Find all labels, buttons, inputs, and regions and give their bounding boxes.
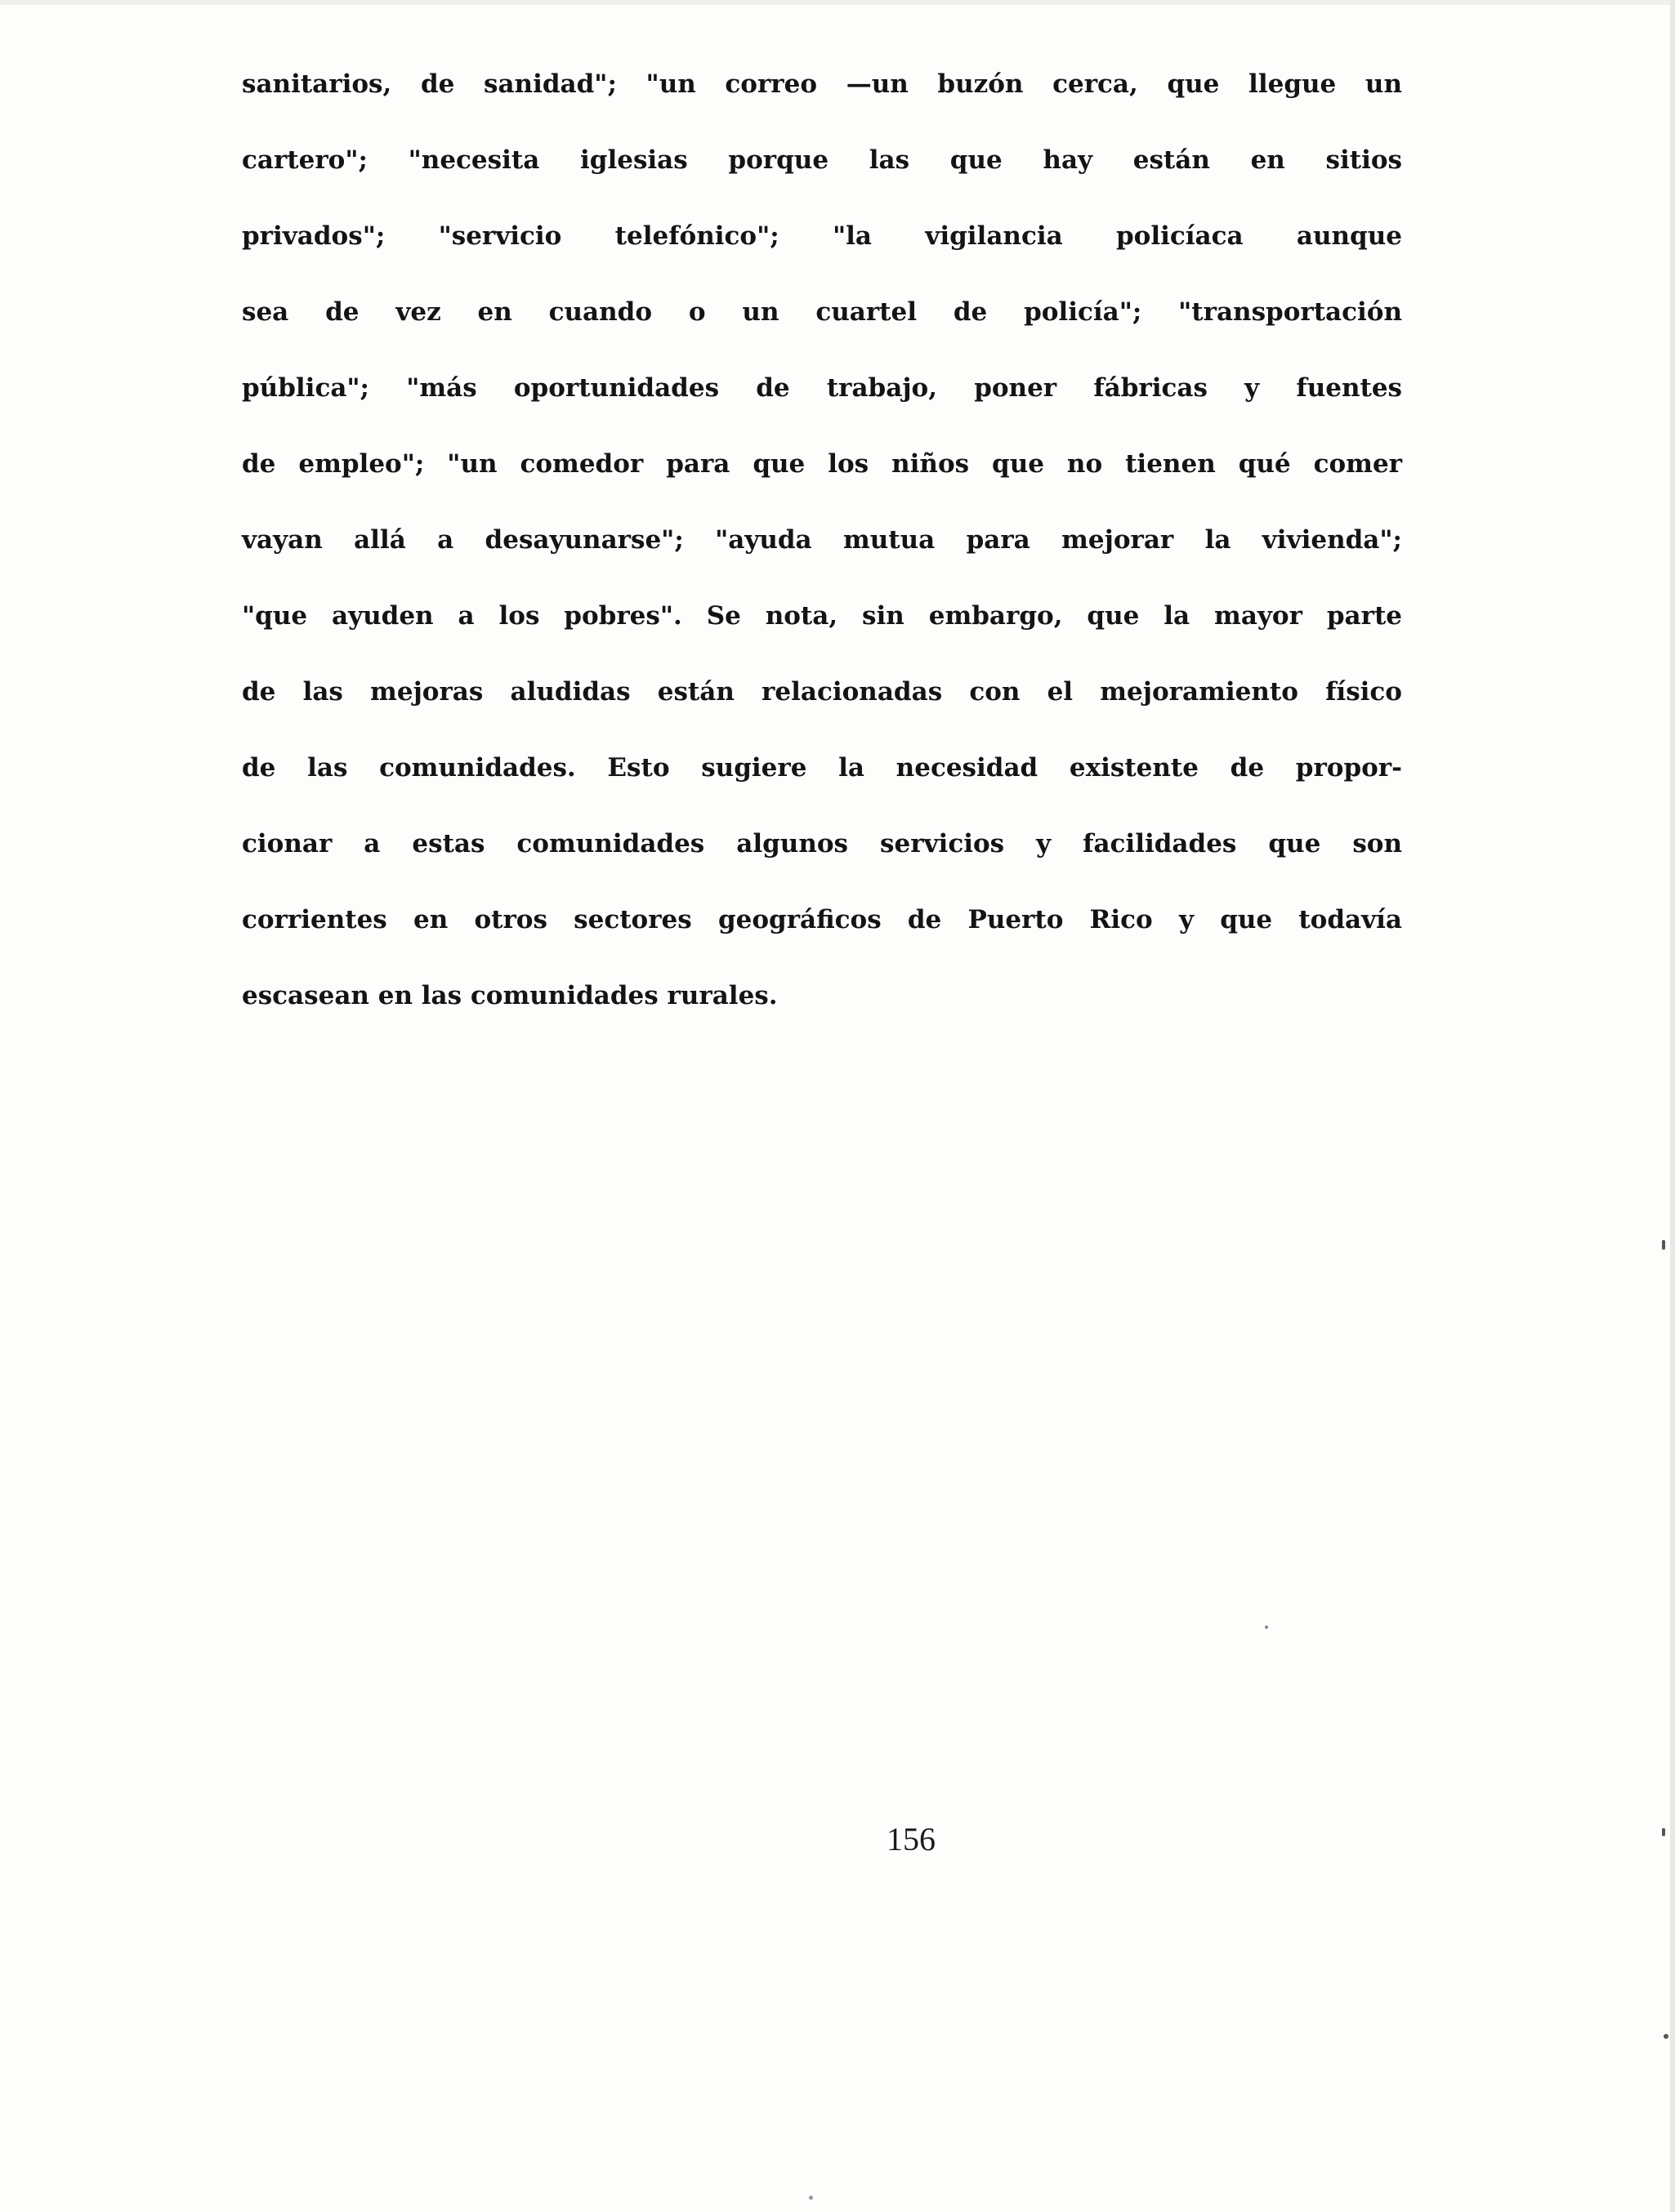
text-line-last: escasean en las comunidades rurales.: [242, 981, 778, 1010]
text-line: de las comunidades. Esto sugiere la necesidad existente de propor-: [242, 753, 1402, 783]
text-line: sea de vez en cuando o un cuartel de policía"; "transportación: [242, 297, 1402, 327]
page-number: 156: [887, 1821, 936, 1857]
page-right-edge: [1670, 0, 1675, 2212]
text-line: de las mejoras aludidas están relacionadas con el mejoramiento físico: [242, 677, 1402, 707]
text-line: cionar a estas comunidades algunos servicios y facilidades que son: [242, 829, 1402, 858]
body-paragraph: [242, 64, 1402, 1051]
text-line: corrientes en otros sectores geográficos de Puerto Rico y que todavía: [242, 905, 1402, 934]
page-top-edge: [0, 0, 1675, 5]
text-line: vayan allá a desayunarse"; "ayuda mutua para mejorar la vivienda";: [242, 525, 1402, 555]
text-line: sanitarios, de sanidad"; "un correo —un buzón cerca, que llegue un: [242, 69, 1402, 99]
text-line: "que ayuden a los pobres". Se nota, sin embargo, que la mayor parte: [242, 601, 1402, 631]
scan-speck: [1662, 1828, 1665, 1836]
scan-speck: [1265, 1626, 1268, 1629]
scan-speck: [1662, 1240, 1665, 1250]
text-line: pública"; "más oportunidades de trabajo, poner fábricas y fuentes: [242, 373, 1402, 403]
text-line: privados"; "servicio telefónico"; "la vigilancia policíaca aunque: [242, 221, 1402, 251]
text-line: cartero"; "necesita iglesias porque las que hay están en sitios: [242, 145, 1402, 175]
text-line: de empleo"; "un comedor para que los niños que no tienen qué comer: [242, 449, 1402, 479]
scan-speck: [1664, 2034, 1668, 2039]
scan-speck: [809, 2196, 813, 2200]
